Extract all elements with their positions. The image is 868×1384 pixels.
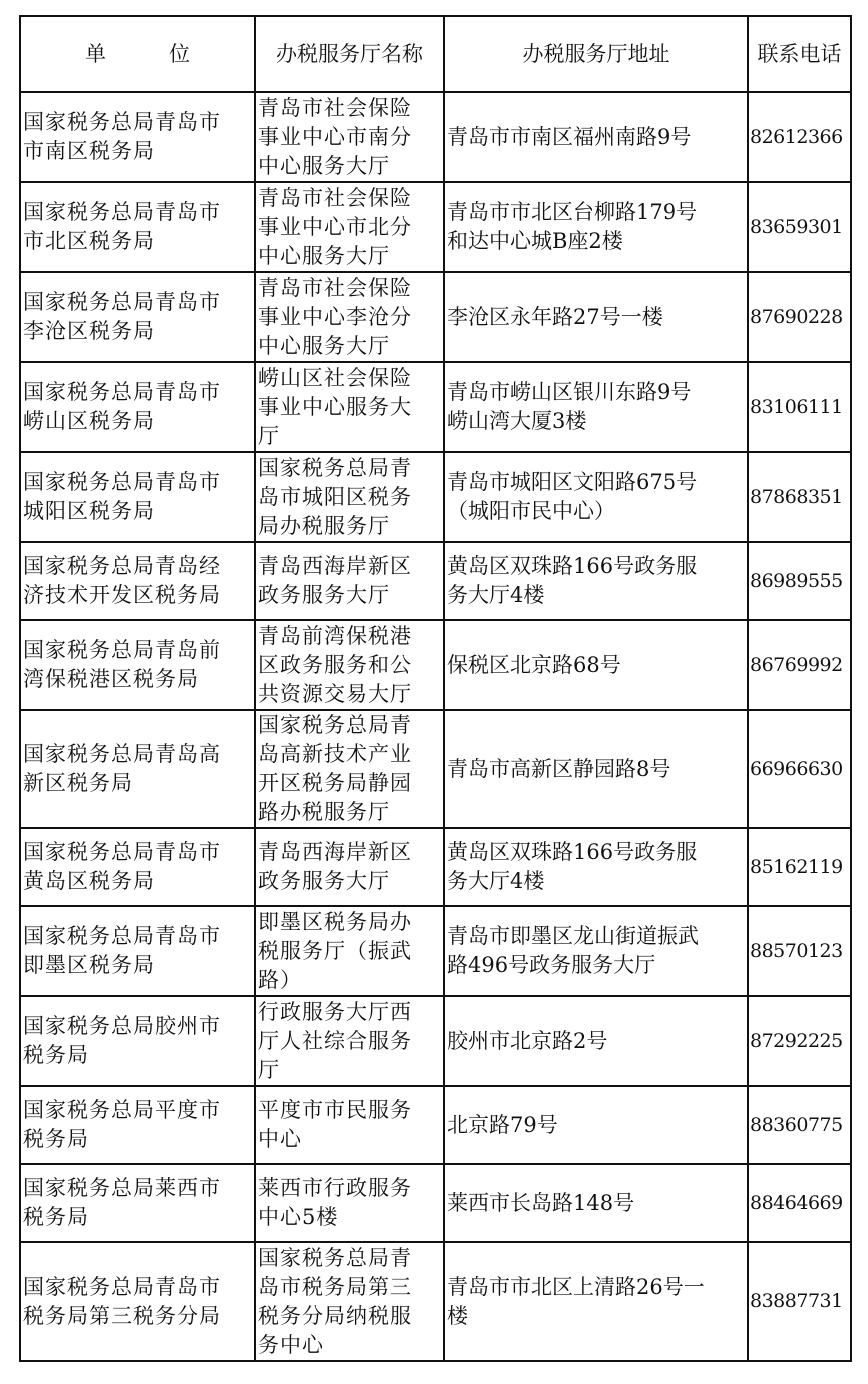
phone-cell: 83659301	[748, 182, 851, 272]
hall-address-cell: 莱西市长岛路148号	[444, 1164, 748, 1242]
header-hall-address: 办税服务厅地址	[444, 16, 748, 92]
table-row	[20, 996, 851, 1086]
hall-name-cell: 青岛市社会保险 事业中心李沧分 中心服务大厅	[255, 272, 444, 362]
hall-name-cell: 青岛市社会保险 事业中心市北分 中心服务大厅	[255, 182, 444, 272]
phone-cell: 87690228	[748, 272, 851, 362]
header-unit: 单 位	[20, 16, 255, 92]
hall-name-cell: 行政服务大厅西 厅人社综合服务 厅	[255, 996, 444, 1086]
unit-cell: 国家税务总局青岛市 黄岛区税务局	[20, 828, 255, 906]
table-row	[20, 362, 851, 452]
hall-address-cell: 胶州市北京路2号	[444, 996, 748, 1086]
unit-cell: 国家税务总局胶州市 税务局	[20, 996, 255, 1086]
table-row	[20, 272, 851, 362]
phone-cell: 86989555	[748, 542, 851, 620]
hall-address-cell: 青岛市市北区台柳路179号 和达中心城B座2楼	[444, 182, 748, 272]
hall-address-cell: 黄岛区双珠路166号政务服 务大厅4楼	[444, 828, 748, 906]
hall-name-cell: 国家税务总局青 岛市城阳区税务 局办税服务厅	[255, 452, 444, 542]
table-row	[20, 92, 851, 182]
hall-address-cell: 青岛市城阳区文阳路675号 （城阳市民中心）	[444, 452, 748, 542]
table-row	[20, 1242, 851, 1361]
hall-address-cell: 青岛市市北区上清路26号一 楼	[444, 1242, 748, 1361]
hall-address-cell: 李沧区永年路27号一楼	[444, 272, 748, 362]
unit-cell: 国家税务总局青岛高 新区税务局	[20, 710, 255, 828]
hall-name-cell: 青岛市社会保险 事业中心市南分 中心服务大厅	[255, 92, 444, 182]
unit-cell: 国家税务总局青岛市 市北区税务局	[20, 182, 255, 272]
phone-cell: 85162119	[748, 828, 851, 906]
tax-service-hall-table	[19, 15, 852, 1362]
phone-cell: 88360775	[748, 1086, 851, 1164]
hall-address-cell: 青岛市崂山区银川东路9号 崂山湾大厦3楼	[444, 362, 748, 452]
phone-cell: 88464669	[748, 1164, 851, 1242]
hall-name-cell: 莱西市行政服务 中心5楼	[255, 1164, 444, 1242]
table-row	[20, 828, 851, 906]
table-row	[20, 710, 851, 828]
header-phone: 联系电话	[748, 16, 851, 92]
phone-cell: 83887731	[748, 1242, 851, 1361]
table-row	[20, 1086, 851, 1164]
hall-address-cell: 青岛市高新区静园路8号	[444, 710, 748, 828]
hall-name-cell: 崂山区社会保险 事业中心服务大 厅	[255, 362, 444, 452]
hall-address-cell: 青岛市即墨区龙山街道振武 路496号政务服务大厅	[444, 906, 748, 996]
hall-name-cell: 平度市市民服务 中心	[255, 1086, 444, 1164]
phone-cell: 87868351	[748, 452, 851, 542]
unit-cell: 国家税务总局平度市 税务局	[20, 1086, 255, 1164]
phone-cell: 82612366	[748, 92, 851, 182]
unit-cell: 国家税务总局青岛市 即墨区税务局	[20, 906, 255, 996]
header-row	[20, 16, 851, 92]
hall-name-cell: 青岛前湾保税港 区政务服务和公 共资源交易大厅	[255, 620, 444, 710]
hall-address-cell: 黄岛区双珠路166号政务服 务大厅4楼	[444, 542, 748, 620]
hall-name-cell: 即墨区税务局办 税服务厅（振武 路）	[255, 906, 444, 996]
unit-cell: 国家税务总局青岛前 湾保税港区税务局	[20, 620, 255, 710]
unit-cell: 国家税务总局青岛市 李沧区税务局	[20, 272, 255, 362]
table-row	[20, 1164, 851, 1242]
unit-cell: 国家税务总局青岛市 城阳区税务局	[20, 452, 255, 542]
table-row	[20, 620, 851, 710]
header-hall-name: 办税服务厅名称	[255, 16, 444, 92]
hall-name-cell: 国家税务总局青 岛高新技术产业 开区税务局静园 路办税服务厅	[255, 710, 444, 828]
hall-address-cell: 青岛市市南区福州南路9号	[444, 92, 748, 182]
unit-cell: 国家税务总局青岛市 市南区税务局	[20, 92, 255, 182]
table-row	[20, 452, 851, 542]
unit-cell: 国家税务总局青岛市 崂山区税务局	[20, 362, 255, 452]
phone-cell: 83106111	[748, 362, 851, 452]
phone-cell: 86769992	[748, 620, 851, 710]
hall-name-cell: 青岛西海岸新区 政务服务大厅	[255, 828, 444, 906]
hall-name-cell: 青岛西海岸新区 政务服务大厅	[255, 542, 444, 620]
phone-cell: 66966630	[748, 710, 851, 828]
table-row	[20, 906, 851, 996]
phone-cell: 88570123	[748, 906, 851, 996]
table-row	[20, 542, 851, 620]
unit-cell: 国家税务总局青岛经 济技术开发区税务局	[20, 542, 255, 620]
table-row	[20, 182, 851, 272]
hall-address-cell: 北京路79号	[444, 1086, 748, 1164]
phone-cell: 87292225	[748, 996, 851, 1086]
hall-name-cell: 国家税务总局青 岛市税务局第三 税务分局纳税服 务中心	[255, 1242, 444, 1361]
unit-cell: 国家税务总局莱西市 税务局	[20, 1164, 255, 1242]
hall-address-cell: 保税区北京路68号	[444, 620, 748, 710]
unit-cell: 国家税务总局青岛市 税务局第三税务分局	[20, 1242, 255, 1361]
